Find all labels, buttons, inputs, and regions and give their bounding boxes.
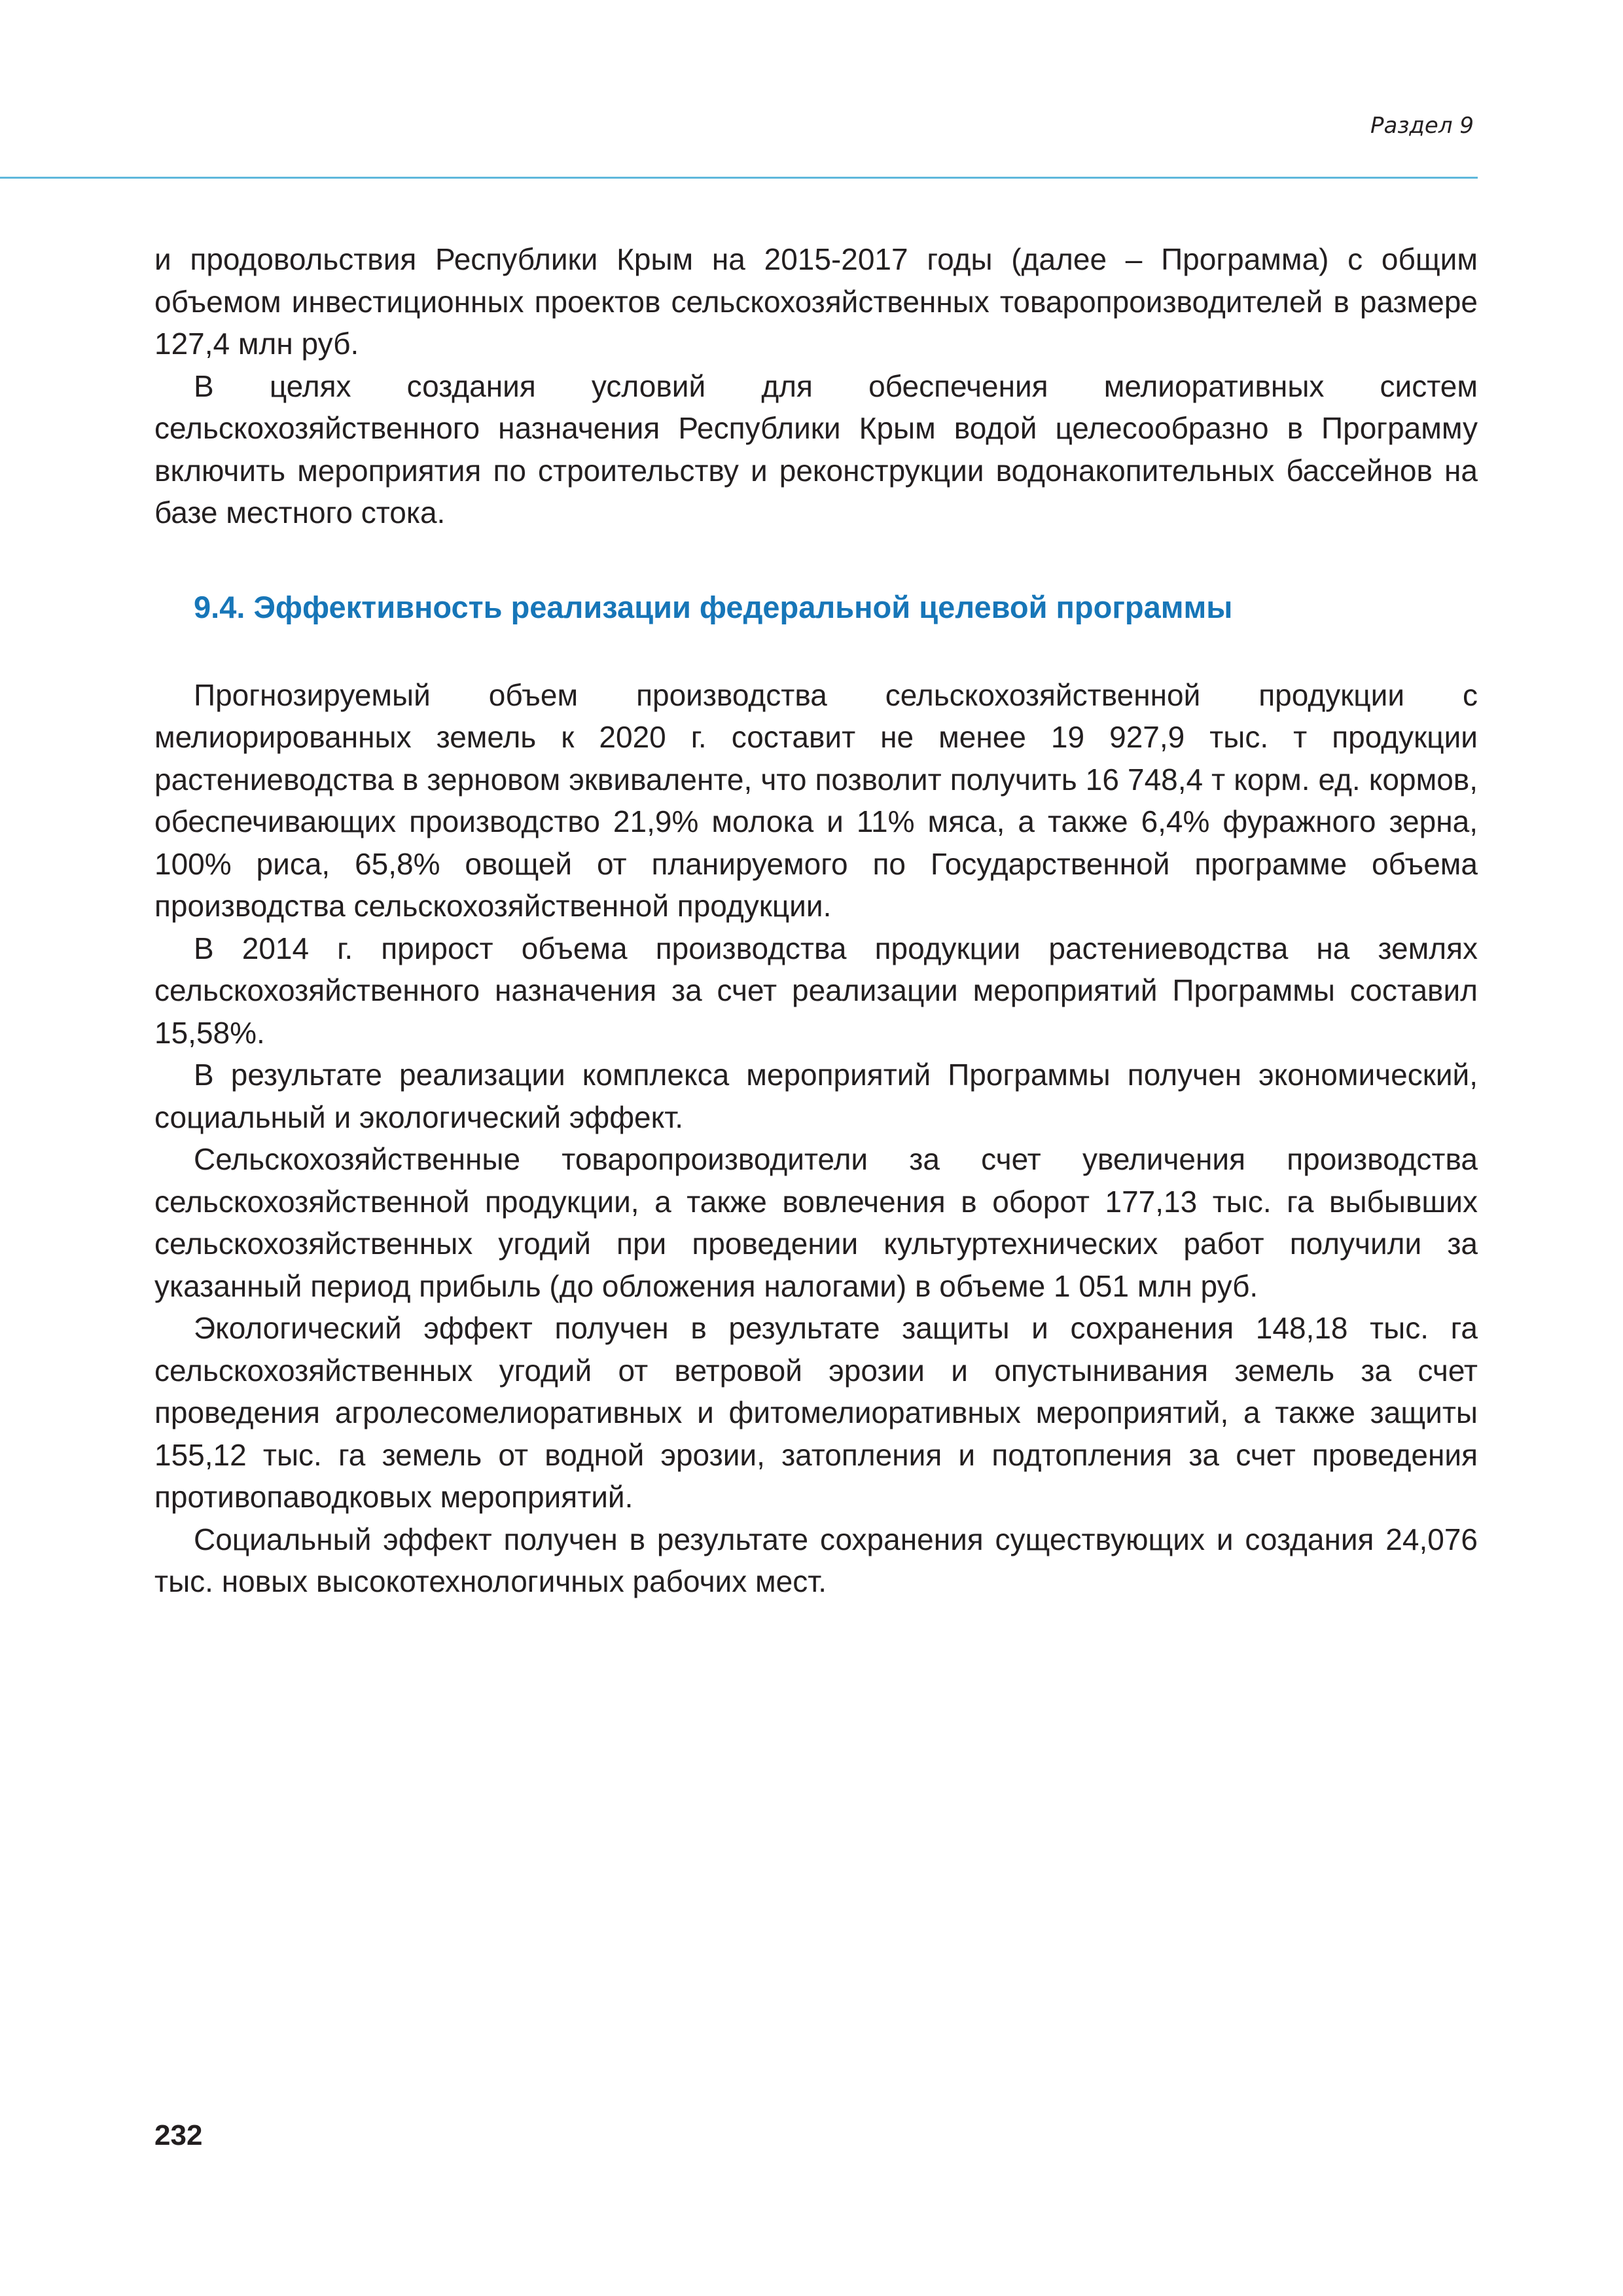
paragraph-economic-effect: Сельскохозяйственные товаропроизводители за счет увеличения производства сельскохозяйственной продукции, а также вовлечения в оборот 177,13 тыс. га выбывших сельскохозяйственных угодий при проведении культуртехнических работ получили за указанный период прибыль (до обложения налогами) в объеме 1 051 млн руб. [154, 1142, 1478, 1303]
section-heading: 9.4. Эффективность реализации федеральной целевой программы [194, 589, 1233, 624]
paragraph-ecological-effect: Экологический эффект получен в результате защиты и сохранения 148,18 тыс. га сельскохозяйственных угодий от ветровой эрозии и опустынивания земель за счет проведения агролесомелиоративных и фитомелиоративных мероприятий, а также защиты 155,12 тыс. га земель от водной эрозии, затопления и подтопления за счет проведения противопаводковых мероприятий. [154, 1311, 1478, 1514]
running-head: Раздел 9 [1370, 113, 1474, 139]
page-body [154, 238, 1478, 1603]
paragraph-intro-continuation: и продовольствия Республики Крым на 2015-2017 годы (далее – Программа) с общим объемом инвестиционных проектов сельскохозяйственных товаропроизводителей в размере 127,4 млн руб. [154, 242, 1478, 361]
paragraph-effects-summary: В результате реализации комплекса мероприятий Программы получен экономический, социальный и экологический эффект. [154, 1058, 1478, 1134]
paragraph-growth-2014: В 2014 г. прирост объема производства продукции растениеводства на землях сельскохозяйственного назначения за счет реализации мероприятий Программы составил 15,58%. [154, 931, 1478, 1050]
header-rule [0, 177, 1478, 179]
paragraph-reclamation-water: В целях создания условий для обеспечения мелиоративных систем сельскохозяйственного назначения Республики Крым водой целесообразно в Программу включить мероприятия по строительству и реконструкции водонакопительных бассейнов на базе местного стока. [154, 368, 1478, 529]
paragraph-production-forecast: Прогнозируемый объем производства сельскохозяйственной продукции с мелиорированных земель к 2020 г. составит не менее 19 927,9 тыс. т продукции растениеводства в зерновом эквиваленте, что позволит получить 16 748,4 т корм. ед. кормов, обеспечивающих производство 21,9% молока и 11% мяса, а также 6,4% фуражного зерна, 100% риса, 65,8% овощей от планируемого по Государственной программе объема производства сельскохозяйственной продукции. [154, 677, 1478, 923]
paragraph-social-effect: Социальный эффект получен в результате сохранения существующих и создания 24,076 тыс. новых высокотехнологичных рабочих мест. [154, 1522, 1478, 1598]
page-number: 232 [154, 2119, 203, 2151]
